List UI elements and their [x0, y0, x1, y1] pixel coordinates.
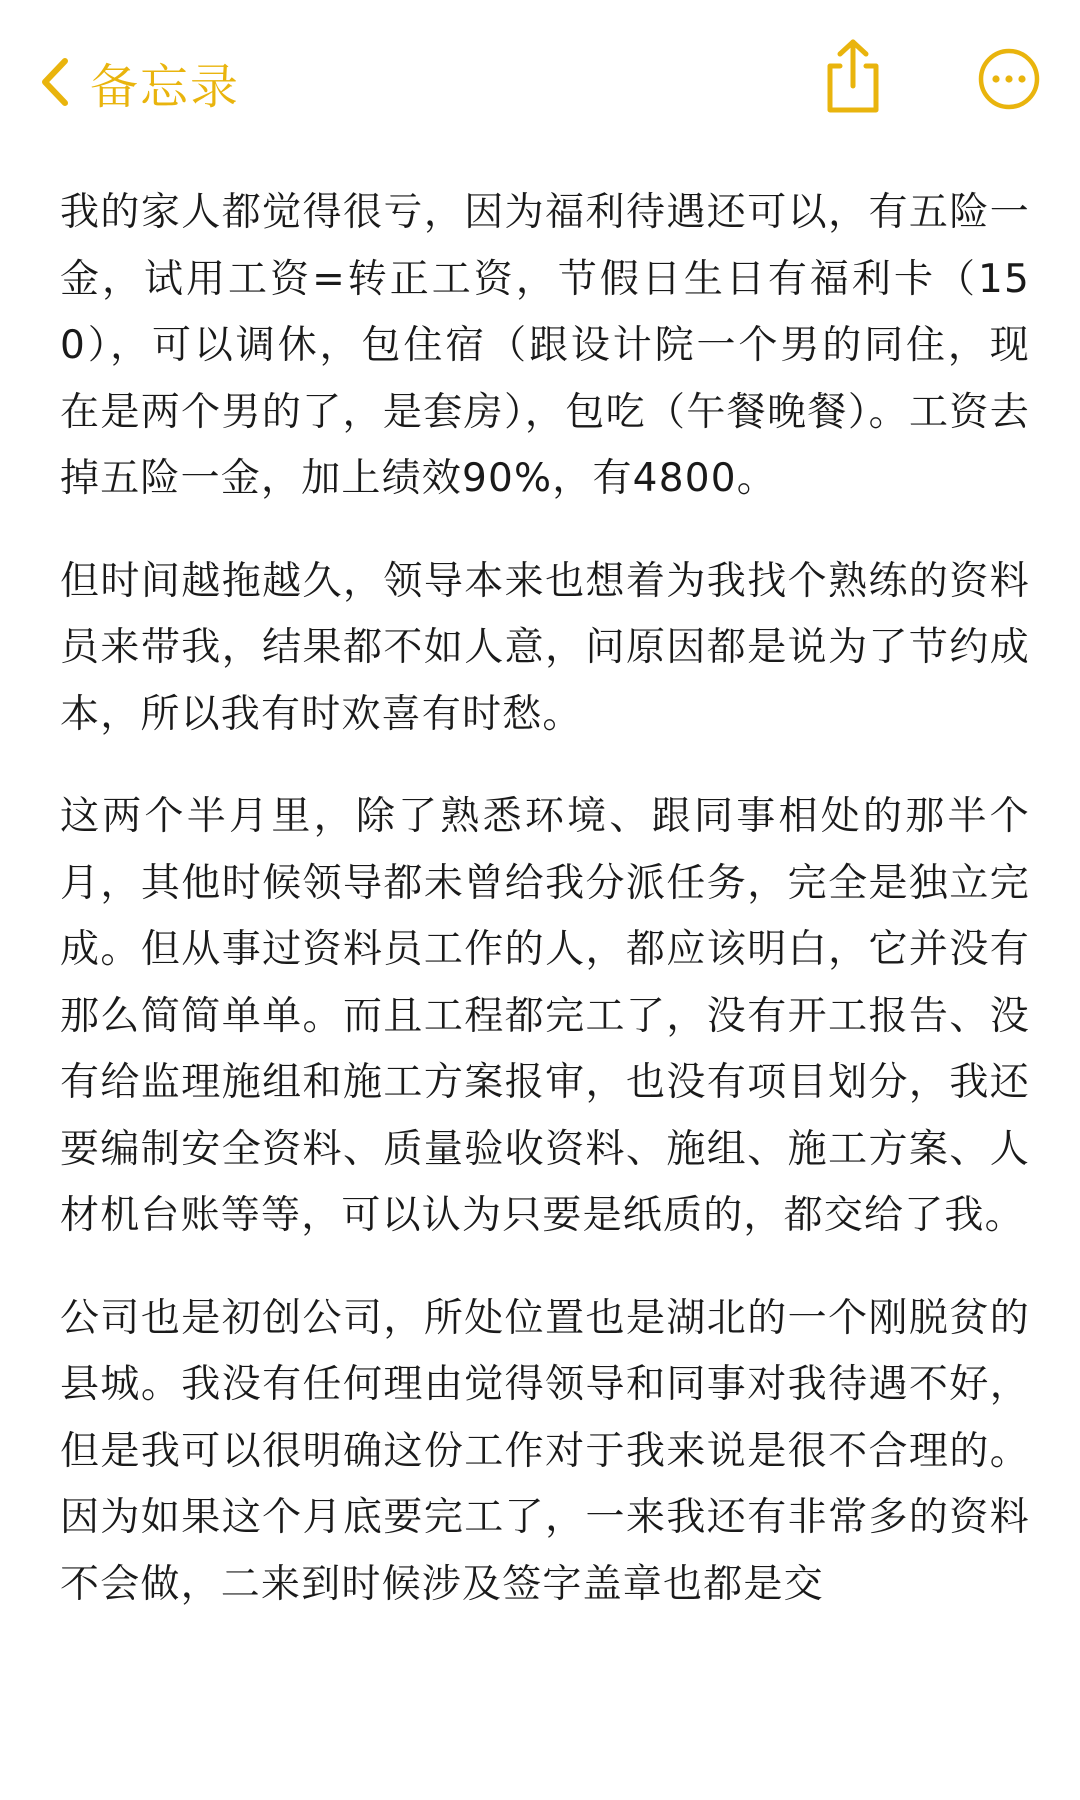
- chevron-left-icon: [40, 57, 70, 107]
- note-paragraph-1: 我的家人都觉得很亏，因为福利待遇还可以，有五险一金，试用工资=转正工资，节假日生日有福利卡（150），可以调休，包住宿（跟设计院一个男的同住，现在是两个男的了，是套房），包吃（午餐晚餐）。工资去掉五险一金，加上绩效90%，有4800。: [60, 190, 1030, 501]
- note-body[interactable]: [60, 180, 1030, 1654]
- share-button[interactable]: [818, 36, 888, 116]
- note-paragraph-3: 这两个半月里，除了熟悉环境、跟同事相处的那半个月，其他时候领导都未曾给我分派任务，完全是独立完成。但从事过资料员工作的人，都应该明白，它并没有那么简简单单。而且工程都完工了，没有开工报告、没有给监理施组和施工方案报审，也没有项目划分，我还要编制安全资料、质量验收资料、施组、施工方案、人材机台账等等，可以认为只要是纸质的，都交给了我。: [60, 794, 1030, 1238]
- share-icon: [818, 36, 888, 116]
- back-label: 备忘录: [90, 58, 241, 115]
- navigation-bar: [0, 0, 1080, 170]
- ellipsis-circle-icon: [978, 48, 1040, 110]
- more-button[interactable]: [978, 48, 1040, 110]
- note-paragraph-2: 但时间越拖越久，领导本来也想着为我找个熟练的资料员来带我，结果都不如人意，问原因都是说为了节约成本，所以我有时欢喜有时愁。: [60, 558, 1030, 737]
- back-button[interactable]: [40, 46, 240, 118]
- note-paragraph-4: 公司也是初创公司，所处位置也是湖北的一个刚脱贫的县城。我没有任何理由觉得领导和同事对我待遇不好，但是我可以很明确这份工作对于我来说是很不合理的。因为如果这个月底要完工了，一来我还有非常多的资料不会做，二来到时候涉及签字盖章也都是交: [60, 1295, 1030, 1607]
